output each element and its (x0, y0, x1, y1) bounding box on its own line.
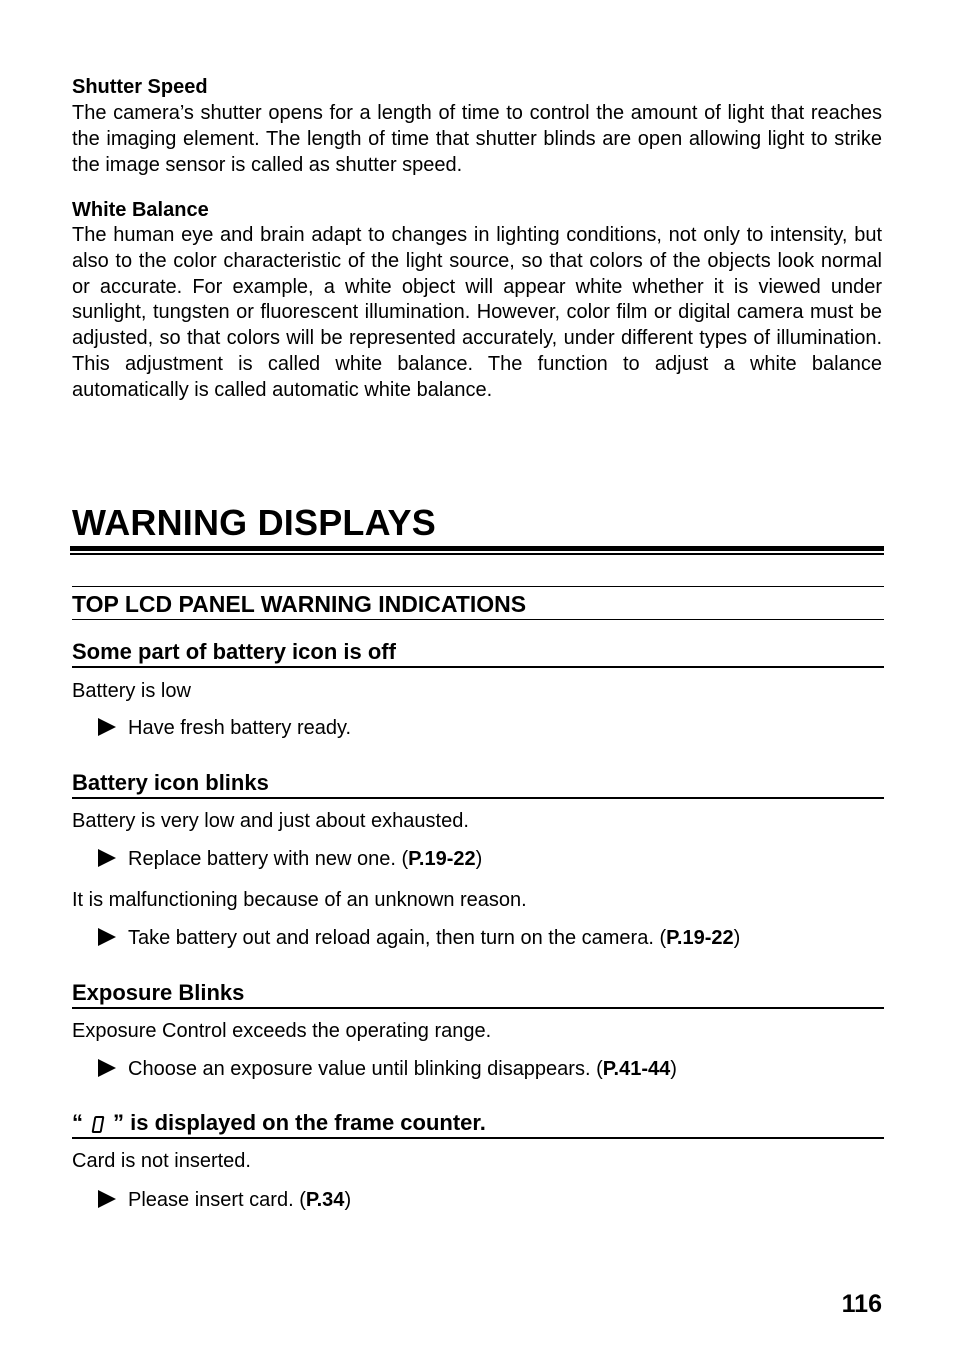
chapter-rule-thin (70, 553, 884, 555)
warning-action (98, 847, 482, 871)
page-reference-link[interactable]: P.34 (305, 1189, 345, 1211)
warning-action (98, 1057, 677, 1081)
page-reference-link[interactable]: P.41-44 (602, 1058, 671, 1080)
page-number: 116 (841, 1290, 882, 1318)
ref-close: ) (733, 927, 741, 949)
warning-heading (72, 769, 884, 799)
section-title: TOP LCD PANEL WARNING INDICATIONS (72, 591, 527, 617)
warning-cause: Exposure Control exceeds the operating range. (72, 1020, 492, 1042)
action-text: Take battery out and reload again, then turn on the camera. ( (128, 927, 667, 949)
warning-title: Some part of battery icon is off (72, 639, 396, 664)
warning-cause: Card is not inserted. (72, 1150, 251, 1172)
right-arrow-icon (98, 1059, 116, 1077)
warning-title: Battery icon blinks (72, 770, 269, 795)
page-reference-link[interactable]: P.19-22 (408, 848, 476, 870)
section-header (72, 586, 884, 620)
action-text: Have fresh battery ready. (128, 717, 352, 739)
open-quote: “ (72, 1110, 83, 1135)
warning-cause: It is malfunctioning because of an unknown reason. (72, 889, 527, 911)
zero-digit-icon (92, 1116, 105, 1133)
right-arrow-icon (98, 928, 116, 946)
right-arrow-icon (98, 849, 116, 867)
right-arrow-icon (98, 718, 116, 736)
warning-cause: Battery is low (72, 680, 191, 702)
right-arrow-icon (98, 1190, 116, 1208)
title-text: ” is displayed on the frame counter. (113, 1110, 486, 1135)
ref-close: ) (475, 848, 483, 870)
warning-heading (72, 979, 884, 1009)
warning-heading (72, 638, 884, 668)
white-balance-text: The human eye and brain adapt to changes in lighting conditions, not only to intensity, but also to the color characteristic of the light source, so that colors of the objects look normal or accurate. For example, a white object will appear white whether it is viewed under sunlight, tungsten or fluorescent illumination. However, color film or digital camera must be adjusted, so that colors will be represented accurately, under different types of illumination. This adjustment is called white balance. The function to adjust a white balance automatically is called automatic white balance. (72, 224, 882, 401)
shutter-speed-heading: Shutter Speed (72, 76, 208, 98)
chapter-rule-thick (70, 546, 884, 551)
warning-action (98, 716, 351, 740)
action-text: Please insert card. ( (128, 1189, 306, 1211)
warning-action (98, 1188, 351, 1212)
warning-title: Exposure Blinks (72, 980, 245, 1005)
page-reference-link[interactable]: P.19-22 (666, 927, 734, 949)
warning-heading (72, 1109, 884, 1139)
action-text: Replace battery with new one. ( (128, 848, 409, 870)
white-balance-heading: White Balance (72, 199, 209, 221)
ref-close: ) (344, 1189, 352, 1211)
ref-close: ) (670, 1058, 677, 1080)
warning-title (72, 1110, 486, 1136)
action-text: Choose an exposure value until blinking disappears. ( (128, 1058, 603, 1080)
chapter-title: WARNING DISPLAYS (72, 502, 436, 543)
warning-action (98, 926, 740, 950)
warning-cause: Battery is very low and just about exhausted. (72, 810, 469, 832)
shutter-speed-text: The camera’s shutter opens for a length of time to control the amount of light that reaches the imaging element. The length of time that shutter blinds are open allowing light to strike the image sensor is called as shutter speed. (72, 102, 882, 176)
